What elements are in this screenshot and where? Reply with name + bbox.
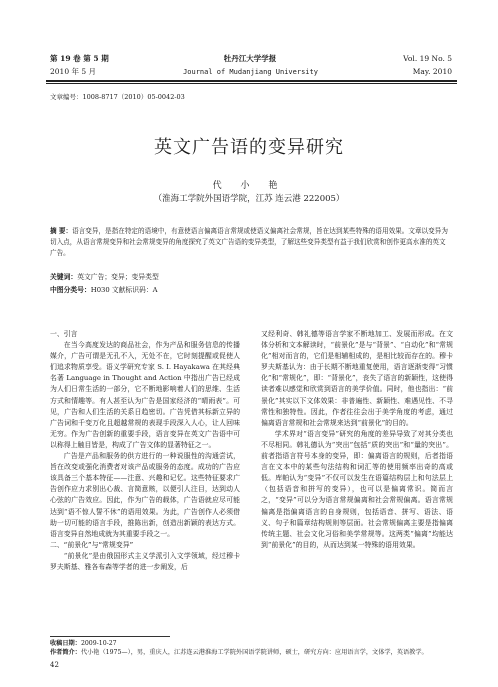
article-number: 文章编号：1008-8717（2010）05-0042-03 [50, 93, 185, 101]
header-rule [46, 80, 457, 82]
body-left-column [50, 329, 240, 573]
footnote-rule [50, 636, 170, 637]
section-heading-foregrounding: 二、“前景化”与“常规变异” [50, 540, 134, 549]
body-paragraph: 在当今高度发达的商品社会，作为产品和服务信息的传播媒介，广告可谓是无孔不入，无处不在，它时刻提醒或促使人们追求物质享受。语义学研究专家 S. I. Hayakawa 在其经典名著 Language in Thought and Action 中指出广告已经成为人们日常生活的一部分，它不断地影响着人们的思维、生活方式和情趣等。有人甚至认为广告是国家经济的“晴雨表”。可见，广告和人们生活的关系日趋密切。广告凭借其标新立异的广告词和千变万化且超越常规的表现手段深入人心，让人回味无穷。作为广告创新的重要手段，语言变异在英文广告语中可以称得上触目皆是，构成了广告文体的显著特征之一。 [50, 341, 240, 449]
body-paragraph: 学术界对“语言变异”研究的角度的差异导致了对其分类也不尽相同。韩礼德认为“突出”包括“质的突出”和“量的突出”。前者指语言符号本身的变异，即：偏离语言的规则，后者指语言在文本中的某些句法结构和词汇等的使用频率出奇的高或低。库帕认为“变异”不仅可以发生在语篇结构层上和句法层上（包括语音和拼写的变异），也可以是偏离常识。简而言之，“变异”可以分为语言常规偏离和社会常规偏离。语言常规偏离是指偏离语言的自身规则，包括语音、拼写、语法、语义、句子和篇章结构规则等层面。社会常规偏离主要是指偏离传统主题、社会文化习俗和美学常规等。这两类“偏离”均能达到“前景化”的目的，从而达到某一特殊的语用效果。 [261, 429, 453, 549]
author-bio-text: 代小艳（1975—），男，重庆人，江苏连云港淮海工学院外国语学院讲师，硕士，研究方向：应用语言学，文体学，英语教学。 [80, 649, 428, 657]
abstract [50, 226, 450, 260]
journal-title-en: Journal of Mudanjiang University [183, 68, 318, 76]
volume-issue-en: Vol. 19 No. 5 [403, 54, 452, 63]
author-name: 代 小 艳 [212, 181, 286, 191]
keywords-label: 关键词： [50, 273, 78, 281]
keywords-text: 英文广告；变异；变异类型 [77, 273, 159, 281]
section-heading-intro: 一、引言 [50, 330, 78, 338]
article-title: 英文广告语的变异研究 [154, 137, 344, 158]
keywords [50, 272, 450, 283]
body-paragraph-continued: 又经利奇、韩礼德等语言学家不断地加工、发展而形成。在文体分析和文本解读时，“前景化”是与“背景”、“自动化”和“常规化”相对而言的，它们是相辅相成的，是相比较而存在的。穆卡罗夫斯基认为：由于长期不断地重复使用，语言逐渐变得“习惯化”和“常规化”，即：“背景化”，丧失了语言的新颖性，这使得读者难以感觉和欣赏到语言的美学价值。同时，他也指出：“前景化”其实以下文体效果：非普遍性、新颖性、难遇见性、不寻常性和独特性。因此，作者往往会出于美学角度的考虑，通过偏离语言常规和社会常规来达到“前景化”的目的。 [261, 330, 453, 427]
body-paragraph: “前景化”是由俄国形式主义学派引入文学领域，经过穆卡罗夫斯基、雅各布森等学者的进一步阐发，后 [50, 551, 240, 571]
date-en: May. 2010 [412, 67, 452, 76]
date-cn: 2010 年 5 月 [50, 67, 97, 76]
journal-title-cn: 牡丹江大学学报 [223, 54, 277, 63]
classification-text: H030 文献标识码：A [90, 286, 158, 294]
abstract-label: 摘 要： [50, 227, 73, 235]
header-rule-thin [46, 83, 457, 84]
page-number: 42 [50, 661, 59, 669]
received-label: 收稿日期： [50, 640, 81, 647]
abstract-text: 语言变异，是指在特定的语境中，有意使语言偏离语言常规或使语义偏离社会常规，旨在达到某些特殊的语用效果。文章以变异为切入点，从语言常规变异和社会常规变异的角度探究了英文广告语的变异类型，了解这些变异类型有益于我们欣赏和创作更高水准的英文广告。 [50, 227, 448, 258]
classification-label: 中图分类号： [50, 286, 91, 294]
footnote [50, 639, 450, 657]
volume-issue-cn: 第 19 卷 第 5 期 [50, 54, 109, 63]
received-date [50, 639, 450, 648]
body-right-column [261, 329, 453, 551]
author-bio-label: 作者简介： [50, 649, 81, 657]
body-paragraph: 广告是产品和服务的供方进行的一种说服性的沟通尝试，旨在改变或强化消费者对该产品或服务的态度。成功的广告应该具备三个基本特征——注意、兴趣和记忆。这些特征要求广告创作应力求别出心裁、言简意赅，以便引人注目，达到动人心弦的广告效应。因此，作为广告的载体，广告语就应尽可能达到“语不惊人誓不休”的语用效果。为此，广告创作人必须借助一切可能的语言手段，推陈出新，创造出新颖的表达方式。语言变异自然地成就为其重要手段之一。 [50, 452, 240, 538]
classification [50, 285, 450, 296]
author-bio [50, 648, 450, 657]
received-value: 2009-10-27 [80, 640, 117, 647]
author-affiliation: （淮海工学院外国语学院，江苏 连云港 222005） [153, 194, 345, 204]
